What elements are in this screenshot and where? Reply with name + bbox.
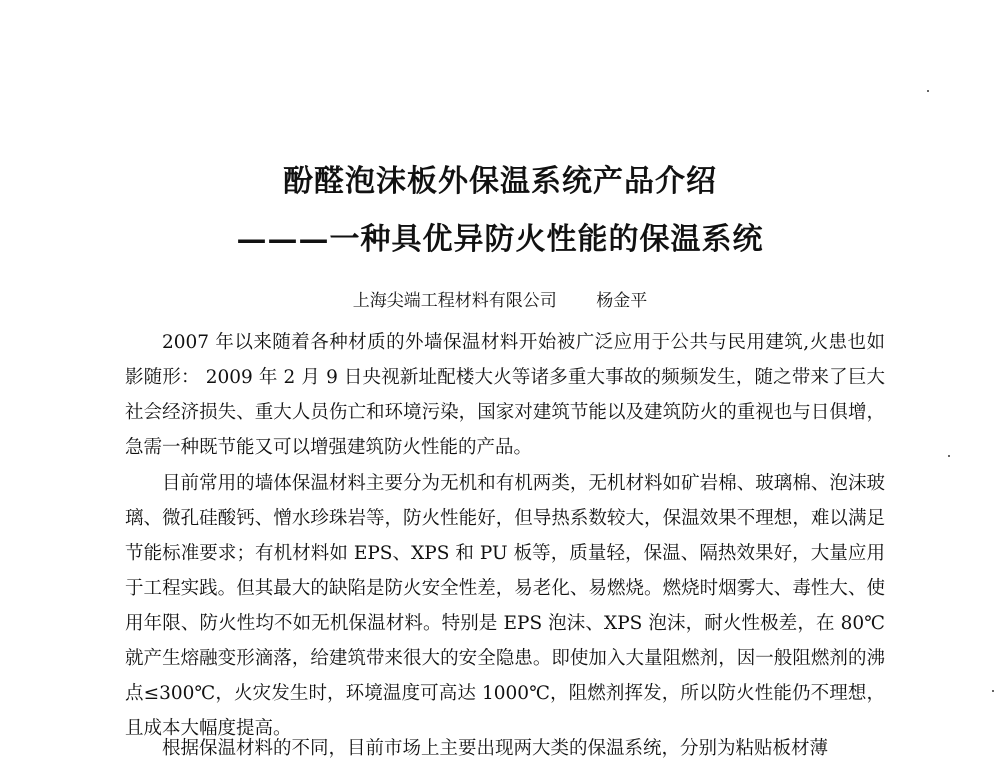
document-title: 酚醛泡沫板外保温系统产品介绍 <box>283 164 717 199</box>
paragraph-2-block <box>125 466 885 746</box>
paragraph: 根据保温材料的不同，目前市场上主要出现两大类的保温系统，分别为粘贴板材薄 <box>162 738 829 759</box>
paragraph-1-block <box>125 325 885 465</box>
author-line <box>0 286 1000 311</box>
paragraph: 2007 年以来随着各种材质的外墙保温材料开始被广泛应用于公共与民用建筑,火患也如影随形： 2009 年 2 月 9 日央视新址配楼大火等诸多重大事故的频频发生，随之带来了巨大社会经济损失、重大人员伤亡和环境污染，国家对建筑节能以及建筑防火的重视也与日俱增，急需一种既节能又可以增强建筑防火性能的产品。 <box>125 332 885 458</box>
scan-speck <box>927 90 929 92</box>
scan-speck <box>948 455 950 457</box>
paragraph-3-block <box>125 731 885 760</box>
author-affiliation: 上海尖端工程材料有限公司 <box>352 291 557 311</box>
document-subtitle: ———一种具优异防火性能的保温系统 <box>236 222 764 257</box>
scan-speck <box>992 690 994 692</box>
author-name: 杨金平 <box>596 291 648 311</box>
paragraph: 目前常用的墙体保温材料主要分为无机和有机两类，无机材料如矿岩棉、玻璃棉、泡沫玻璃、微孔硅酸钙、憎水珍珠岩等，防火性能好，但导热系数较大，保温效果不理想，难以满足节能标准要求；有机材料如 EPS、XPS 和 PU 板等，质量轻，保温、隔热效果好，大量应用于工程实践。但其最大的缺陷是防火安全性差，易老化、易燃烧。燃烧时烟雾大、毒性大、使用年限、防火性均不如无机保温材料。特别是 EPS 泡沫、XPS 泡沫，耐火性极差，在 80℃就产生熔融变形滴落，给建筑带来很大的安全隐患。即使加入大量阻燃剂，因一般阻燃剂的沸点≤300℃，火灾发生时，环境温度可高达 1000℃，阻燃剂挥发，所以防火性能仍不理想，且成本大幅度提高。 <box>125 473 885 739</box>
